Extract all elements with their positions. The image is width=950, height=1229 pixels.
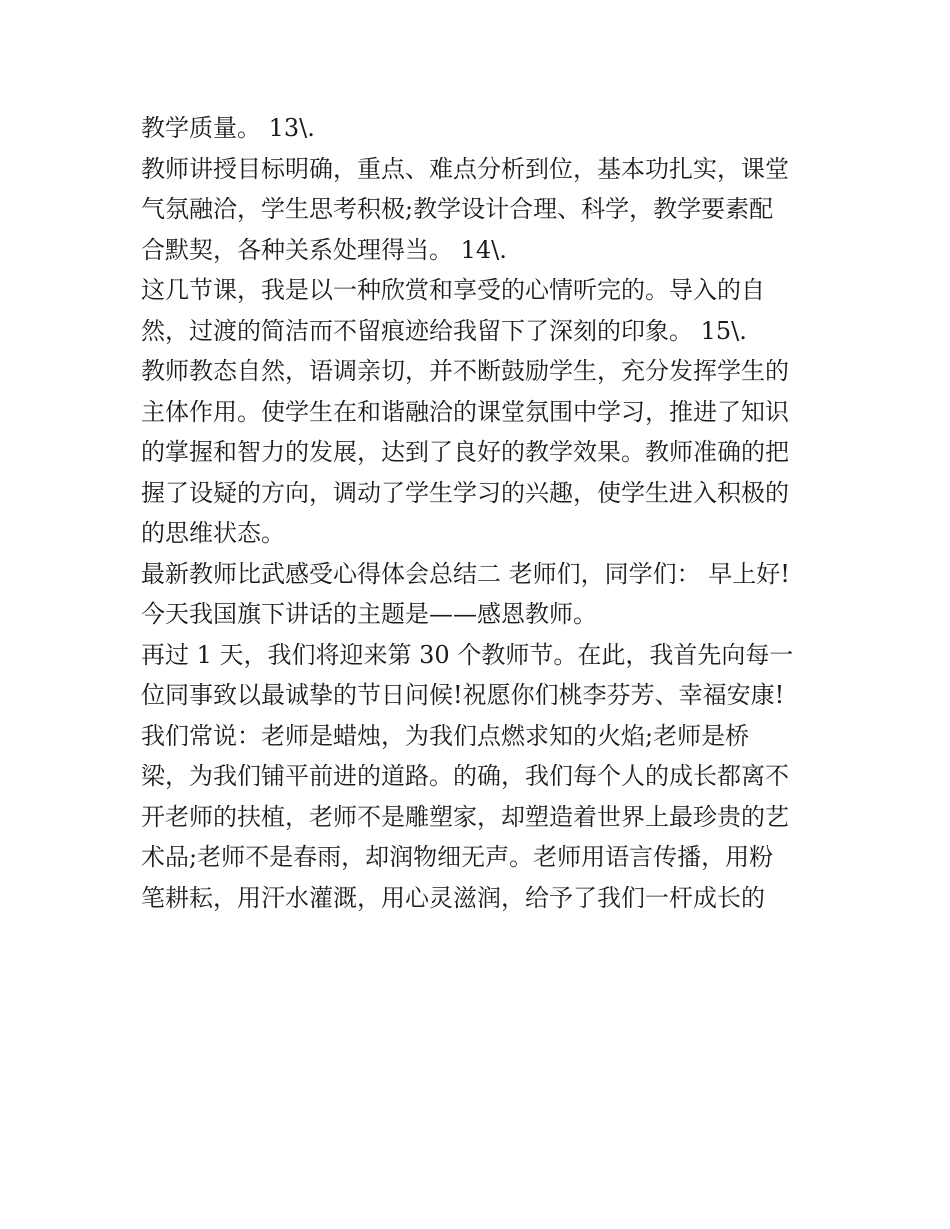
text-line-15: 位同事致以最诚挚的节日问候!祝愿你们桃李芬芳、幸福安康! [141,681,785,709]
text-line-1: 教学质量。 13\. [141,114,315,142]
text-line-17: 梁，为我们铺平前进的道路。的确，我们每个人的成长都离不 [141,762,789,790]
text-line-19: 术品;老师不是春雨，却润物细无声。老师用语言传播，用粉 [141,843,774,871]
text-line-10: 握了设疑的方向，调动了学生学习的兴趣，使学生进入积极的 [141,478,789,507]
text-line-7: 教师教态自然，语调亲切，并不断鼓励学生，充分发挥学生的 [141,357,789,385]
text-line-12: 最新教师比武感受心得体会总结二 老师们，同学们： 早上好! [141,559,790,588]
text-line-14: 再过 1 天，我们将迎来第 30 个教师节。在此，我首先向每一 [141,640,794,669]
body-text [141,108,821,918]
text-line-18: 开老师的扶植，老师不是雕塑家，却塑造着世界上最珍贵的艺 [141,802,789,831]
text-line-20: 笔耕耘，用汗水灌溉，用心灵滋润，给予了我们一杆成长的 [141,883,765,912]
text-line-2: 教师讲授目标明确，重点、难点分析到位，基本功扎实，课堂 [141,154,789,183]
text-line-6: 然，过渡的简洁而不留痕迹给我留下了深刻的印象。 15\. [141,316,747,345]
text-line-13: 今天我国旗下讲话的主题是——感恩教师。 [141,600,597,628]
text-line-8: 主体作用。使学生在和谐融洽的课堂氛围中学习，推进了知识 [141,397,789,426]
text-line-4: 合默契，各种关系处理得当。 14\. [141,235,507,264]
text-line-16: 我们常说：老师是蜡烛，为我们点燃求知的火焰;老师是桥 [141,721,750,750]
text-line-9: 的掌握和智力的发展，达到了良好的教学效果。教师准确的把 [141,438,789,466]
text-line-5: 这几节课，我是以一种欣赏和享受的心情听完的。导入的自 [141,276,765,304]
text-line-11: 的思维状态。 [141,519,285,547]
text-line-3: 气氛融洽，学生思考积极;教学设计合理、科学，教学要素配 [141,195,774,223]
